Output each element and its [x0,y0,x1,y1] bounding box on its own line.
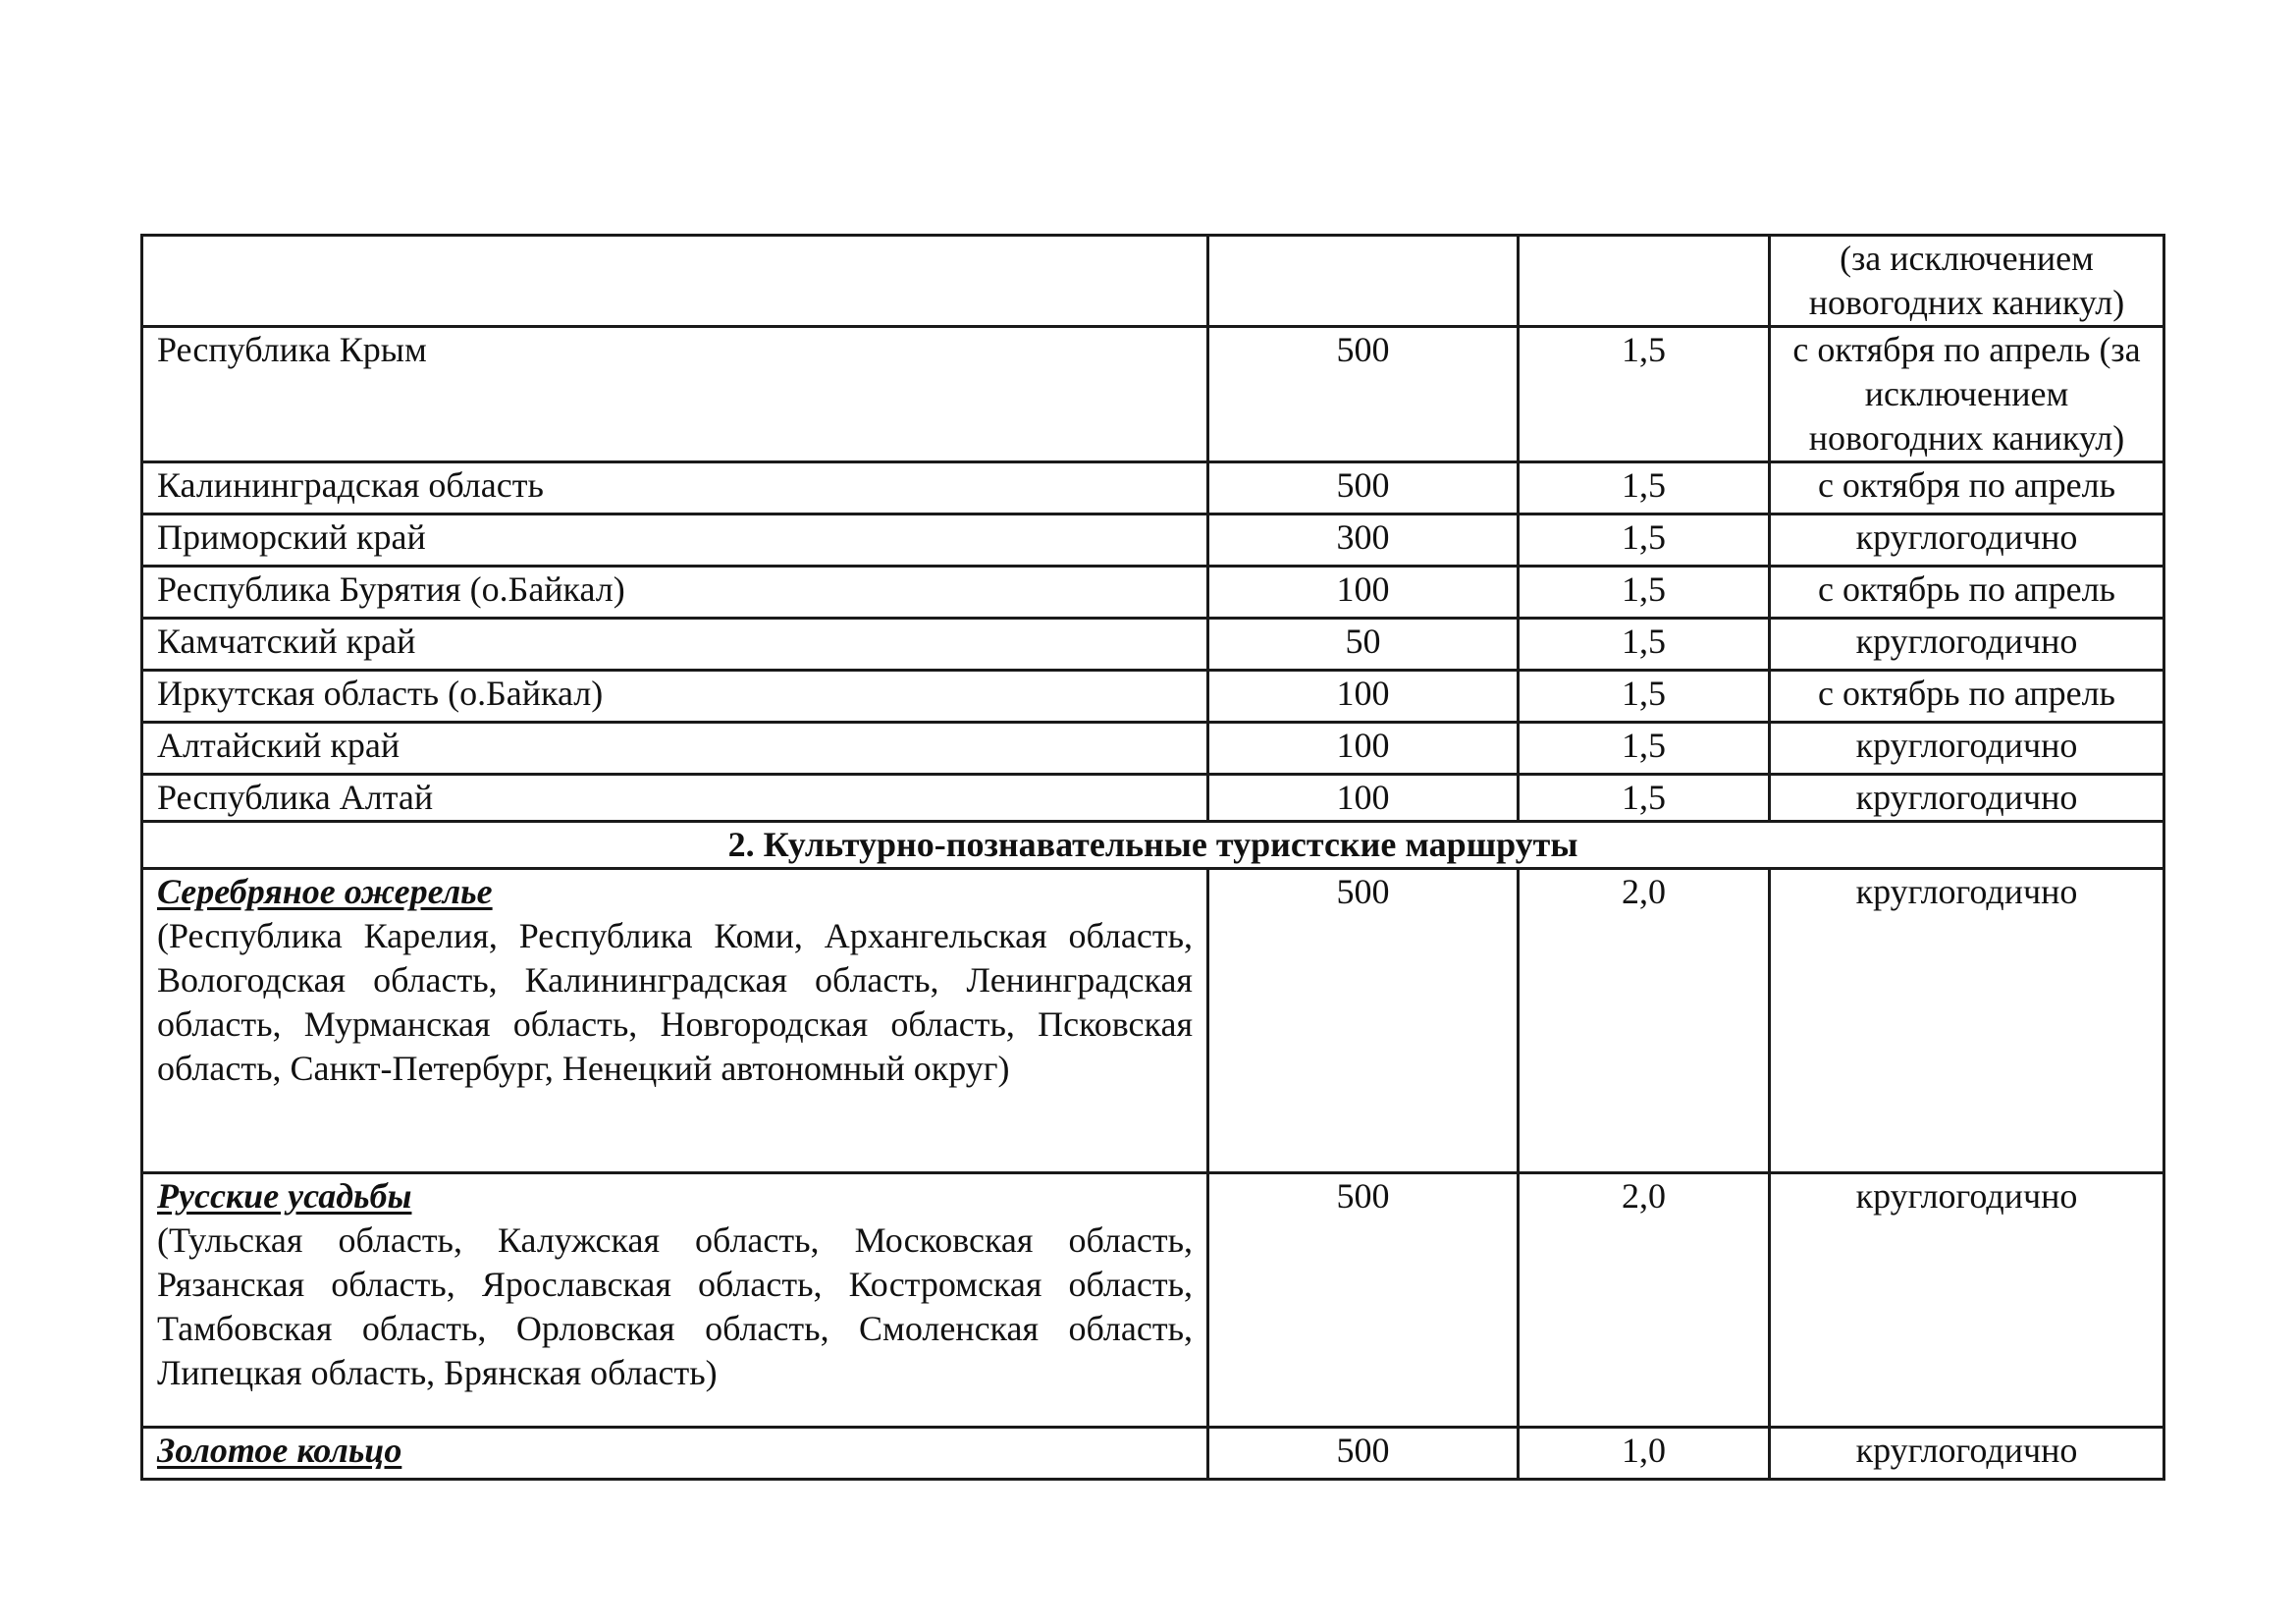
coef-cell: 2,0 [1519,1173,1770,1428]
tour-routes-table [140,234,2165,1481]
count-cell: 100 [1208,775,1519,822]
section-header-row [142,822,2164,869]
region-cell: Калининградская область [142,462,1208,514]
count-cell: 50 [1208,619,1519,671]
coef-cell: 1,5 [1519,327,1770,462]
table-row [142,1428,2164,1480]
table-row [142,462,2164,514]
route-name: Русские усадьбы [157,1176,412,1216]
coef-cell: 1,5 [1519,514,1770,567]
season-cell: круглогодично [1770,869,2164,1173]
table-row [142,775,2164,822]
route-cell [142,1428,1208,1480]
season-cell: с октябрь по апрель [1770,567,2164,619]
route-cell [142,869,1208,1173]
region-cell: Приморский край [142,514,1208,567]
coef-cell: 1,5 [1519,567,1770,619]
table-row [142,671,2164,723]
table-row [142,869,2164,1173]
coef-cell: 1,5 [1519,462,1770,514]
count-cell: 100 [1208,567,1519,619]
count-cell: 100 [1208,723,1519,775]
table-row [142,236,2164,327]
table-row [142,567,2164,619]
section-header: 2. Культурно-познавательные туристские маршруты [142,822,2164,869]
route-regions: (Тульская область, Калужская область, Московская область, Рязанская область, Ярославская область, Костромская область, Тамбовская область, Орловская область, Смоленская область, Липецкая область, Брянская область) [157,1220,1193,1392]
season-cell: круглогодично [1770,775,2164,822]
table-row [142,327,2164,462]
region-cell: Алтайский край [142,723,1208,775]
count-cell: 500 [1208,1428,1519,1480]
season-cell: с октябрь по апрель [1770,671,2164,723]
coef-cell: 1,0 [1519,1428,1770,1480]
season-cell: круглогодично [1770,1428,2164,1480]
region-cell: Республика Крым [142,327,1208,462]
season-cell: (за исключением новогодних каникул) [1770,236,2164,327]
count-cell: 100 [1208,671,1519,723]
coef-cell: 1,5 [1519,775,1770,822]
table-row [142,1173,2164,1428]
coef-cell: 1,5 [1519,723,1770,775]
coef-cell: 1,5 [1519,671,1770,723]
season-cell: с октября по апрель (за исключением новогодних каникул) [1770,327,2164,462]
count-cell: 500 [1208,327,1519,462]
route-name: Золотое кольцо [157,1431,402,1470]
count-cell: 500 [1208,869,1519,1173]
count-cell [1208,236,1519,327]
route-regions: (Республика Карелия, Республика Коми, Архангельская область, Вологодская область, Калининградская область, Ленинградская область, Мурманская область, Новгородская область, Псковская область, Санкт-Петербург, Ненецкий автономный округ) [157,916,1193,1088]
count-cell: 500 [1208,462,1519,514]
coef-cell [1519,236,1770,327]
count-cell: 300 [1208,514,1519,567]
route-cell [142,1173,1208,1428]
region-cell [142,236,1208,327]
season-cell: круглогодично [1770,619,2164,671]
table-row [142,514,2164,567]
coef-cell: 1,5 [1519,619,1770,671]
table-row [142,723,2164,775]
region-cell: Иркутская область (о.Байкал) [142,671,1208,723]
coef-cell: 2,0 [1519,869,1770,1173]
season-cell: круглогодично [1770,723,2164,775]
region-cell: Камчатский край [142,619,1208,671]
region-cell: Республика Бурятия (о.Байкал) [142,567,1208,619]
season-cell: круглогодично [1770,514,2164,567]
table-row [142,619,2164,671]
season-cell: круглогодично [1770,1173,2164,1428]
count-cell: 500 [1208,1173,1519,1428]
season-cell: с октября по апрель [1770,462,2164,514]
route-name: Серебряное ожерелье [157,872,493,911]
region-cell: Республика Алтай [142,775,1208,822]
